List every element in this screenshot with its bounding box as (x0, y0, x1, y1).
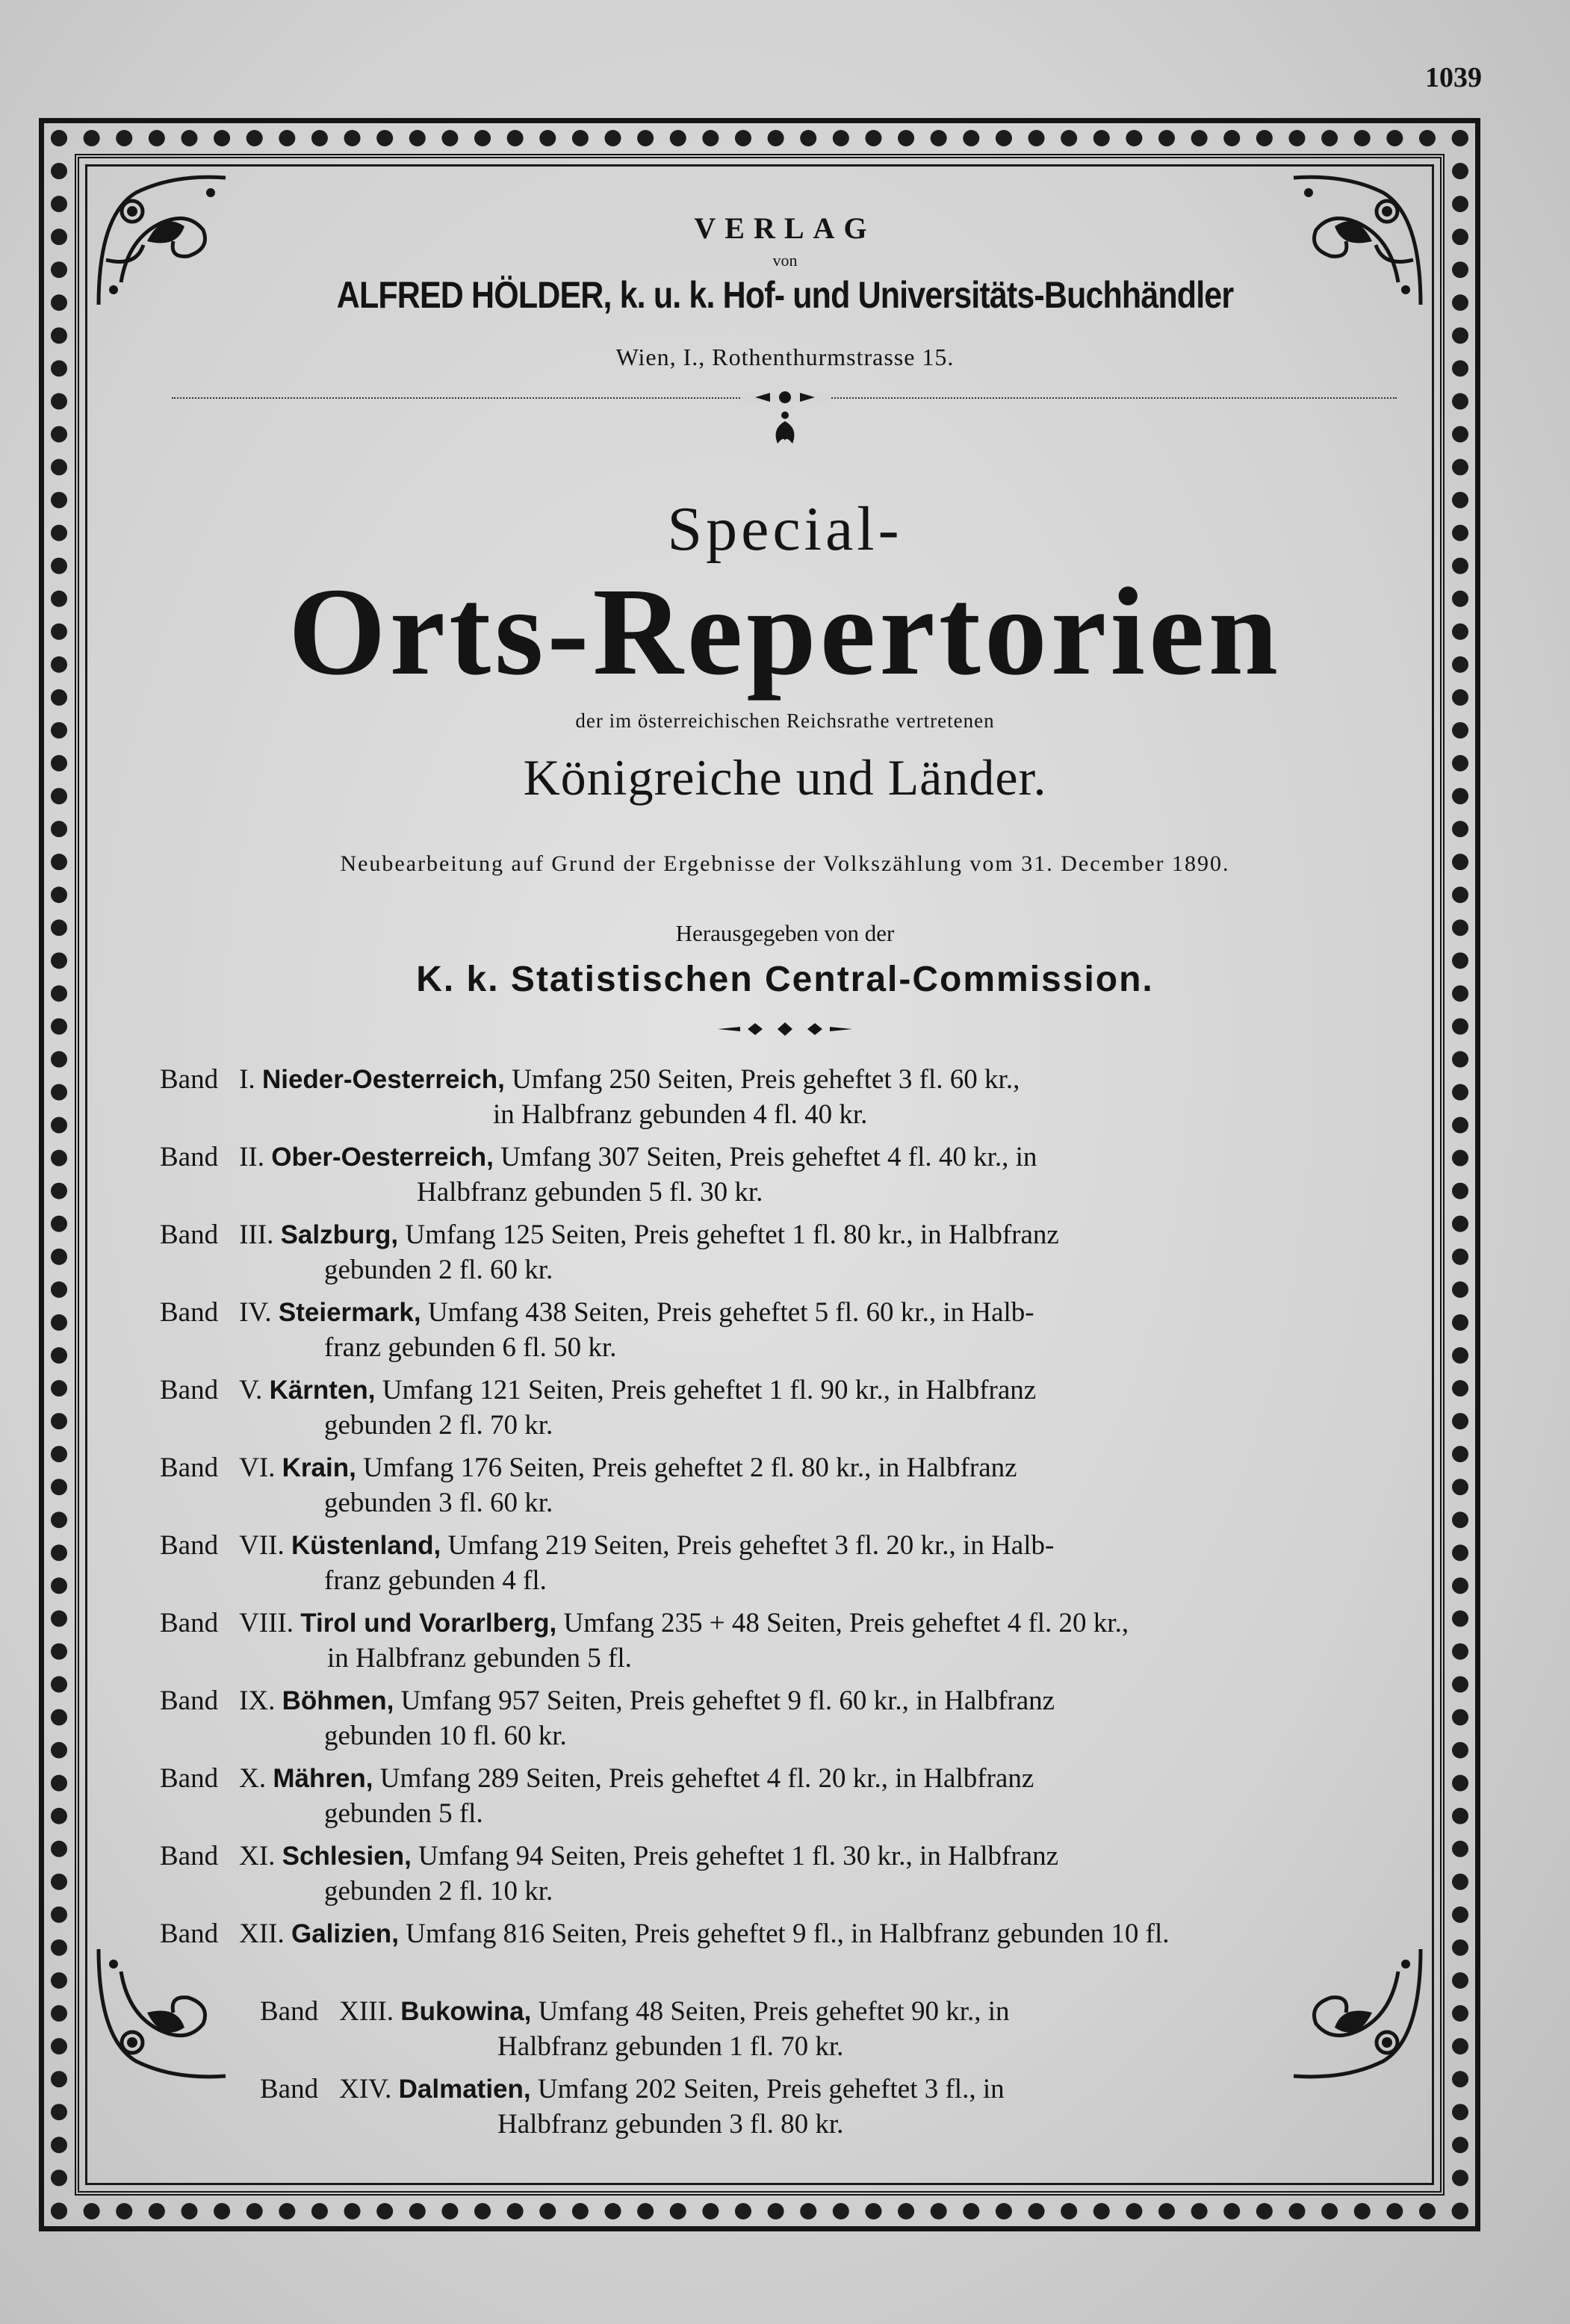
title-koenigreiche: Königreiche und Länder. (523, 749, 1047, 806)
volume-details-continued: in Halbfranz gebunden 4 fl. 40 kr. (493, 1099, 868, 1130)
volume-details: Umfang 121 Seiten, Preis geheftet 1 fl. 90 kr., in Halbfranz (382, 1375, 1037, 1405)
band-number: IV. (239, 1297, 272, 1328)
volume-entry (0, 1219, 1570, 1296)
publisher-address: Wien, I., Rothenthurmstrasse 15. (615, 344, 955, 370)
band-label: Band (160, 1763, 219, 1794)
band-number: XIV. (339, 2074, 392, 2104)
volume-entry (0, 1995, 1570, 2073)
band-label: Band (160, 1375, 219, 1405)
band-number: II. (239, 1142, 265, 1172)
band-label: Band (260, 2074, 319, 2104)
volume-details-continued: franz gebunden 6 fl. 50 kr. (324, 1332, 617, 1363)
volume-details-continued: Halbfranz gebunden 5 fl. 30 kr. (417, 1177, 763, 1208)
page-number: 1039 (1425, 62, 1482, 93)
region-name: Steiermark, (278, 1298, 421, 1327)
region-name: Tirol und Vorarlberg, (300, 1609, 557, 1638)
fleuron-icon (710, 385, 860, 453)
volume-details: Umfang 125 Seiten, Preis geheftet 1 fl. 80 kr., in Halbfranz (405, 1220, 1059, 1250)
von-label: von (772, 251, 798, 270)
region-name: Küstenland, (291, 1531, 441, 1560)
volume-entry (0, 1762, 1570, 1840)
volume-details-continued: in Halbfranz gebunden 5 fl. (327, 1643, 632, 1674)
volume-details: Umfang 235 + 48 Seiten, Preis geheftet 4 fl. 20 kr., (563, 1608, 1129, 1638)
band-label: Band (160, 1530, 219, 1561)
volume-details: Umfang 94 Seiten, Preis geheftet 1 fl. 30 kr., in Halbfranz (418, 1841, 1058, 1871)
region-name: Galizien, (291, 1919, 399, 1948)
volume-entry (0, 1063, 1570, 1141)
band-label: Band (160, 1918, 219, 1949)
region-name: Krain, (282, 1453, 356, 1482)
volume-details-continued: gebunden 5 fl. (324, 1798, 483, 1829)
herausgegeben-label: Herausgegeben von der (675, 920, 895, 946)
title-main: Orts-Repertorien (288, 562, 1282, 701)
band-number: XII. (239, 1918, 285, 1949)
volume-details-continued: Halbfranz gebunden 3 fl. 80 kr. (497, 2109, 844, 2140)
band-number: I. (239, 1064, 255, 1095)
volume-details: Umfang 219 Seiten, Preis geheftet 3 fl. 20 kr., in Halb- (447, 1530, 1055, 1561)
volume-entry (0, 1529, 1570, 1607)
volume-details-continued: franz gebunden 4 fl. (324, 1565, 547, 1596)
title-subline: der im österreichischen Reichsrathe vertretenen (575, 709, 995, 732)
verlag-heading: VERLAG (694, 211, 876, 245)
band-number: VI. (239, 1452, 276, 1483)
volume-details-continued: gebunden 10 fl. 60 kr. (324, 1721, 567, 1751)
band-label: Band (160, 1297, 219, 1328)
region-name: Dalmatien, (398, 2075, 531, 2104)
band-number: XIII. (339, 1996, 394, 2027)
volume-entry (0, 2073, 1570, 2151)
band-label: Band (160, 1064, 219, 1095)
band-number: XI. (239, 1841, 276, 1871)
band-label: Band (160, 1452, 219, 1483)
band-label: Band (160, 1685, 219, 1716)
volume-details: Umfang 816 Seiten, Preis geheftet 9 fl., in Halbfranz gebunden 10 fl. (406, 1918, 1170, 1949)
band-number: III. (239, 1220, 274, 1250)
band-number: IX. (239, 1685, 276, 1716)
volume-entry (0, 1452, 1570, 1529)
region-name: Nieder-Oesterreich, (261, 1065, 505, 1094)
volume-details-continued: gebunden 2 fl. 70 kr. (324, 1410, 553, 1441)
region-name: Kärnten, (269, 1376, 376, 1405)
band-label: Band (260, 1996, 319, 2027)
neubearbeitung-note: Neubearbeitung auf Grund der Ergebnisse der Volkszählung vom 31. December 1890. (340, 851, 1230, 876)
volume-entry (0, 1607, 1570, 1685)
band-label: Band (160, 1220, 219, 1250)
volume-entry (0, 1374, 1570, 1452)
volume-entry (0, 1685, 1570, 1762)
publisher-name: ALFRED HÖLDER, k. u. k. Hof- und Universitäts-Buchhändler (336, 274, 1234, 316)
band-label: Band (160, 1142, 219, 1172)
region-name: Mähren, (273, 1764, 373, 1793)
volume-details-continued: gebunden 3 fl. 60 kr. (324, 1488, 553, 1518)
band-label: Band (160, 1608, 219, 1638)
volume-details-continued: gebunden 2 fl. 10 kr. (324, 1876, 553, 1907)
volume-details: Umfang 176 Seiten, Preis geheftet 2 fl. 80 kr., in Halbfranz (363, 1452, 1017, 1483)
region-name: Böhmen, (282, 1686, 394, 1715)
divider-ornament-icon (710, 1020, 860, 1038)
volume-details: Umfang 438 Seiten, Preis geheftet 5 fl. 60 kr., in Halb- (427, 1297, 1034, 1328)
volume-details-continued: Halbfranz gebunden 1 fl. 70 kr. (497, 2031, 844, 2062)
volume-list (0, 1063, 1570, 2151)
region-name: Schlesien, (282, 1842, 412, 1871)
volume-details: Umfang 48 Seiten, Preis geheftet 90 kr., in (538, 1996, 1010, 2027)
volume-details-continued: gebunden 2 fl. 60 kr. (324, 1255, 553, 1285)
volume-entry (0, 1296, 1570, 1374)
volume-details: Umfang 202 Seiten, Preis geheftet 3 fl., in (537, 2074, 1005, 2104)
band-number: X. (239, 1763, 267, 1794)
region-name: Salzburg, (280, 1220, 399, 1249)
commission-name: K. k. Statistischen Central-Commission. (416, 960, 1154, 999)
band-number: VIII. (239, 1608, 294, 1638)
volume-entry (0, 1141, 1570, 1219)
title-special: Special- (667, 494, 903, 564)
volume-details: Umfang 289 Seiten, Preis geheftet 4 fl. 20 kr., in Halbfranz (379, 1763, 1034, 1794)
region-name: Bukowina, (400, 1997, 532, 2026)
volume-details: Umfang 957 Seiten, Preis geheftet 9 fl. 60 kr., in Halbfranz (400, 1685, 1055, 1716)
band-number: VII. (239, 1530, 285, 1561)
volume-details: Umfang 307 Seiten, Preis geheftet 4 fl. 40 kr., in (500, 1142, 1037, 1172)
volume-entry (0, 1918, 1570, 1995)
band-label: Band (160, 1841, 219, 1871)
volume-entry (0, 1840, 1570, 1918)
region-name: Ober-Oesterreich, (271, 1143, 494, 1172)
volume-details: Umfang 250 Seiten, Preis geheftet 3 fl. 60 kr., (512, 1064, 1020, 1095)
band-number: V. (239, 1375, 263, 1405)
